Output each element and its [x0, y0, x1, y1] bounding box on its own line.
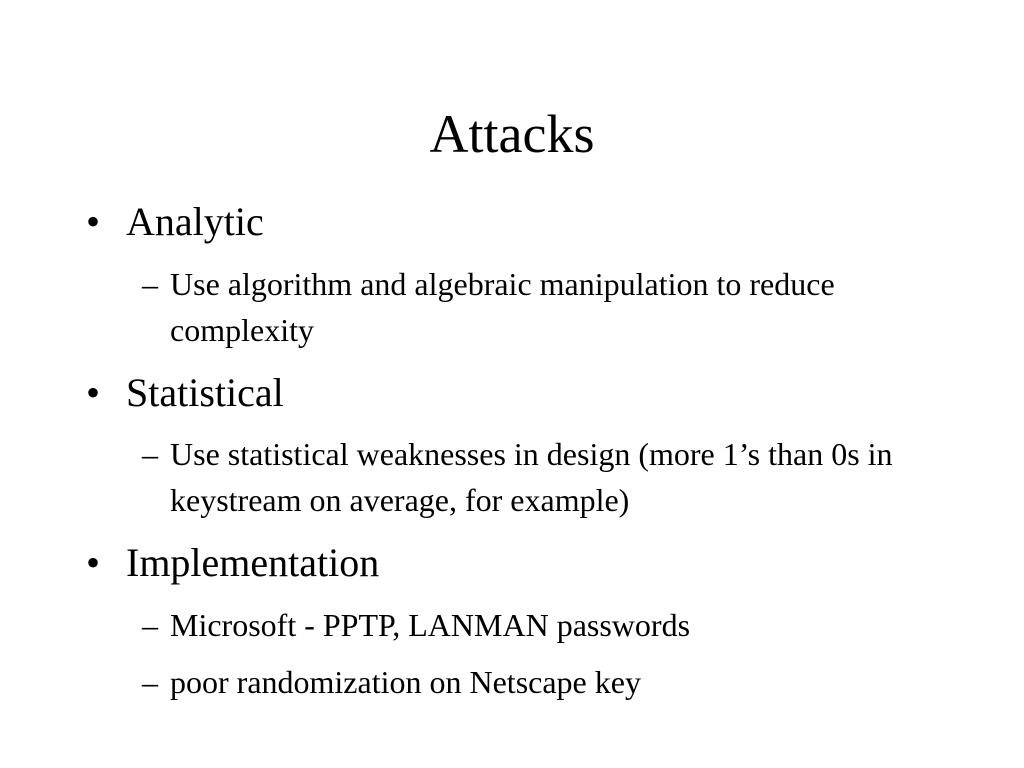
bullet-mark: • — [86, 540, 101, 585]
sub-item — [142, 602, 902, 648]
bullet-label: Analytic — [126, 199, 264, 244]
sub-item-text: Use statistical weaknesses in design (more 1’s than 0s in keystream on average, for example) — [170, 436, 893, 518]
sub-mark: – — [142, 664, 158, 700]
sub-item-text: Microsoft - PPTP, LANMAN passwords — [170, 607, 691, 643]
sub-item — [142, 431, 902, 523]
sub-item — [142, 659, 902, 705]
bullet-mark: • — [86, 370, 101, 415]
sub-mark: – — [142, 436, 158, 472]
sub-item-text: Use algorithm and algebraic manipulation to reduce complexity — [170, 266, 835, 348]
bullet-mark: • — [86, 199, 101, 244]
sub-item — [142, 261, 902, 353]
sub-mark: – — [142, 266, 158, 302]
sub-mark: – — [142, 607, 158, 643]
sub-item-text: poor randomization on Netscape key — [170, 664, 641, 700]
bullet-label: Implementation — [126, 540, 380, 585]
slide-title: Attacks — [429, 104, 595, 164]
bullet-label: Statistical — [126, 370, 284, 415]
